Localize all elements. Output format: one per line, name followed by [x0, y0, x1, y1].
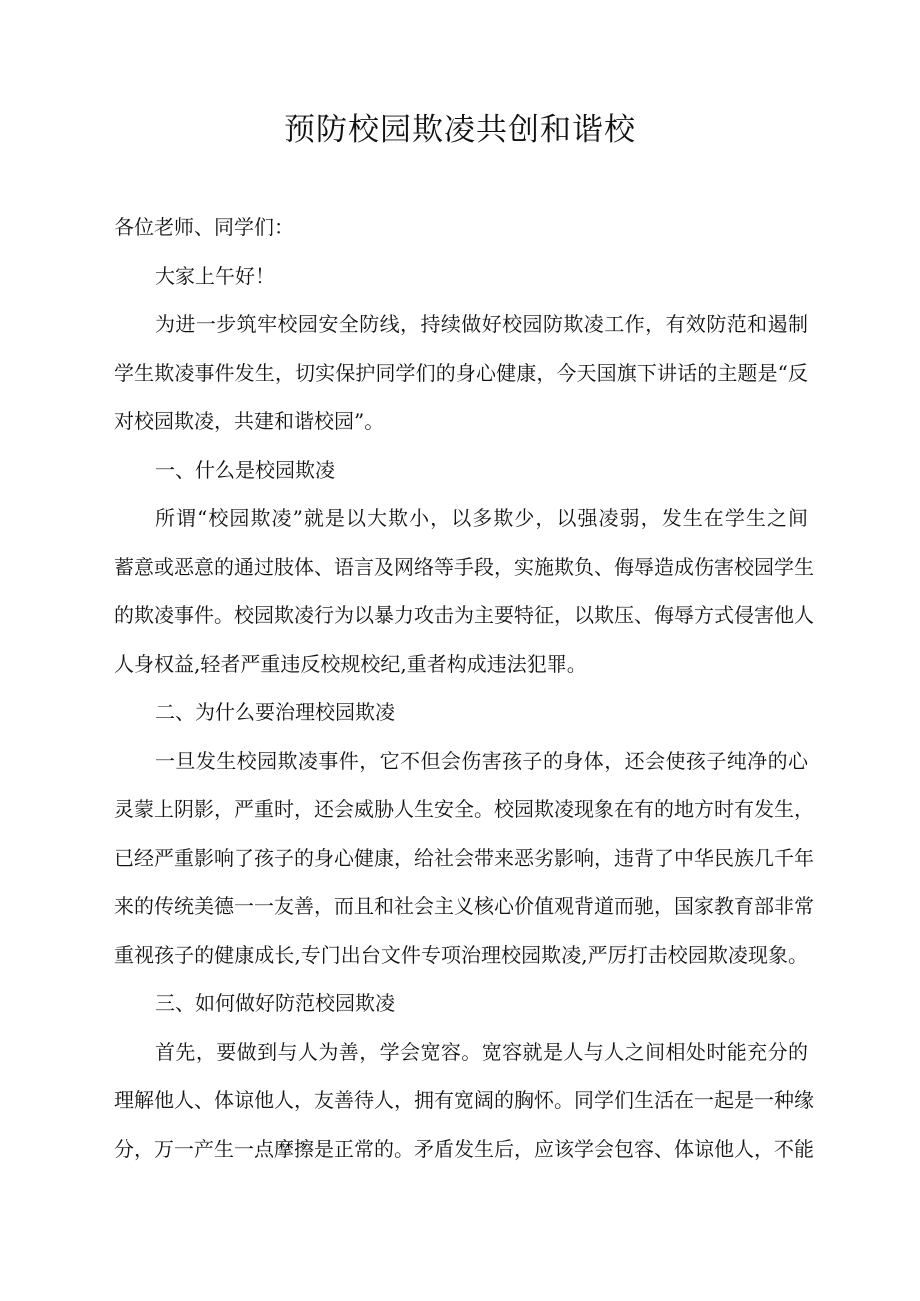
body-line: 分，万一产生一点摩擦是正常的。矛盾发生后，应该学会包容、体谅他人，不能 [114, 1136, 814, 1161]
body-line: 所谓“校园欺凌”就是以大欺小，以多欺少，以强凌弱，发生在学生之间 [155, 506, 808, 530]
body-line: 已经严重影响了孩子的身心健康，给社会带来恶劣影响，违背了中华民族几千年 [114, 845, 814, 870]
body-line: 首先，要做到与人为善，学会宽容。宽容就是人与人之间相处时能充分的 [155, 1039, 808, 1064]
body-line: 一、什么是校园欺凌 [155, 457, 335, 482]
body-line: 大家上午好！ [155, 263, 275, 288]
document-body [114, 203, 814, 1173]
document-title: 预防校园欺凌共创和谐校 [284, 112, 636, 148]
body-line: 学生欺凌事件发生，切实保护同学们的身心健康，今天国旗下讲话的主题是“反 [114, 360, 808, 385]
body-line: 理解他人、体谅他人，友善待人，拥有宽阔的胸怀。同学们生活在一起是一种缘 [114, 1088, 814, 1112]
body-line: 一旦发生校园欺凌事件，它不但会伤害孩子的身体，还会使孩子纯净的心 [155, 748, 808, 773]
body-line: 的欺凌事件。校园欺凌行为以暴力攻击为主要特征，以欺压、侮辱方式侵害他人 [114, 603, 814, 627]
body-line: 为进一步筑牢校园安全防线，持续做好校园防欺凌工作，有效防范和遏制 [155, 312, 808, 336]
body-line: 二、为什么要治理校园欺凌 [155, 700, 395, 724]
body-line: 来的传统美德一一友善，而且和社会主义核心价值观背道而驰，国家教育部非常 [114, 894, 814, 918]
body-line: 重视孩子的健康成长,专门出台文件专项治理校园欺凌,严厉打击校园欺凌现象。 [114, 942, 808, 967]
body-line: 灵蒙上阴影，严重时，还会威胁人生安全。校园欺凌现象在有的地方时有发生， [114, 797, 814, 821]
body-line: 三、如何做好防范校园欺凌 [155, 991, 395, 1015]
body-line: 蓄意或恶意的通过肢体、语言及网络等手段，实施欺负、侮辱造成伤害校园学生 [114, 554, 814, 579]
body-line: 对校园欺凌，共建和谐校园”。 [114, 409, 385, 433]
body-line: 人身权益,轻者严重违反校规校纪,重者构成违法犯罪。 [114, 651, 587, 676]
body-line: 各位老师、同学们： [114, 215, 294, 239]
